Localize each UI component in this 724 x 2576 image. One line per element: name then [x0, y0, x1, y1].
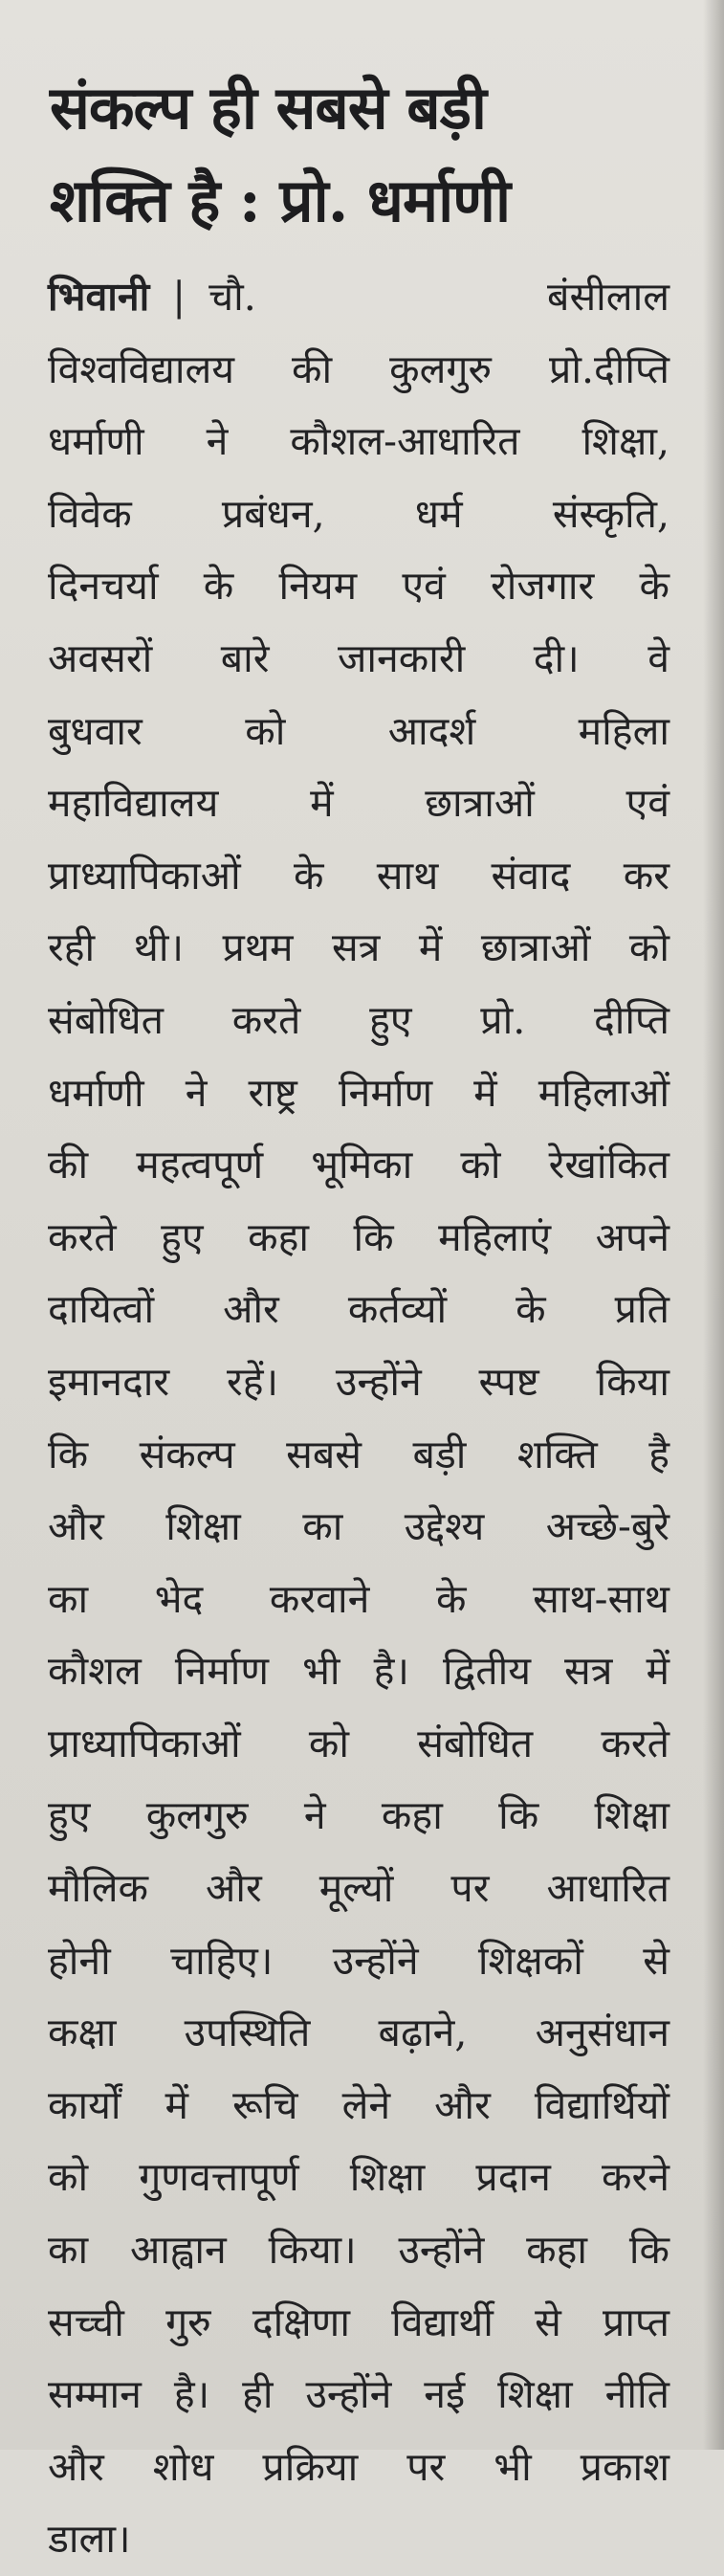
body-line: को गुणवत्तापूर्ण शिक्षा प्रदान करने — [48, 2154, 669, 2201]
body-line-text: चौ. बंसीलाल — [208, 274, 669, 320]
body-line: रही थी। प्रथम सत्र में छात्राओं को — [48, 924, 669, 971]
dateline: भिवानी — [48, 274, 150, 320]
body-line: महाविद्यालय में छात्राओं एवं — [48, 780, 669, 827]
body-line: कार्यों में रूचि लेने और विद्यार्थियों — [48, 2081, 669, 2128]
body-line: इमानदार रहें। उन्होंने स्पष्ट किया — [48, 1358, 669, 1405]
body-line: संबोधित करते हुए प्रो. दीप्ति — [48, 996, 669, 1043]
dateline-separator: | — [172, 274, 186, 320]
body-line: धर्माणी ने कौशल-आधारित शिक्षा, — [48, 418, 669, 465]
headline-line-2: शक्ति है : प्रो. धर्माणी — [50, 166, 511, 235]
body-line: और शिक्षा का उद्देश्य अच्छे-बुरे — [48, 1503, 669, 1550]
body-line: हुए कुलगुरु ने कहा कि शिक्षा — [48, 1792, 669, 1839]
body-line: प्राध्यापिकाओं के साथ संवाद कर — [48, 852, 669, 899]
body-line: सम्मान है। ही उन्होंने नई शिक्षा नीति — [48, 2371, 669, 2418]
body-line: दिनचर्या के नियम एवं रोजगार के — [48, 563, 669, 610]
body-line: का आह्वान किया। उन्होंने कहा कि — [48, 2227, 669, 2274]
body-line: बुधवार को आदर्श महिला — [48, 707, 669, 754]
body-line: विश्वविद्यालय की कुलगुरु प्रो.दीप्ति — [48, 345, 669, 392]
body-line — [48, 261, 669, 334]
body-line: कौशल निर्माण भी है। द्वितीय सत्र में — [48, 1648, 669, 1695]
body-line: की महत्वपूर्ण भूमिका को रेखांकित — [48, 1142, 669, 1188]
body-line: और शोध प्रक्रिया पर भी प्रकाश — [48, 2443, 669, 2490]
headline — [50, 61, 671, 247]
body-line: करते हुए कहा कि महिलाएं अपने — [48, 1213, 669, 1260]
body-line: डाला। — [48, 2516, 131, 2563]
body-line: सच्ची गुरु दक्षिणा विद्यार्थी से प्राप्त — [48, 2298, 669, 2345]
body-line: होनी चाहिए। उन्होंने शिक्षकों से — [48, 1937, 669, 1984]
body-line: का भेद करवाने के साथ-साथ — [48, 1575, 669, 1622]
body-line: धर्माणी ने राष्ट्र निर्माण में महिलाओं — [48, 1069, 669, 1116]
body-line: दायित्वों और कर्तव्यों के प्रति — [48, 1286, 669, 1333]
headline-line-1: संकल्प ही सबसे बड़ी — [50, 73, 486, 143]
body-line: विवेक प्रबंधन, धर्म संस्कृति, — [48, 490, 669, 537]
body-line: कि संकल्प सबसे बड़ी शक्ति है — [48, 1431, 669, 1477]
page-edge-shadow — [703, 0, 724, 2450]
body-line: प्राध्यापिकाओं को संबोधित करते — [48, 1720, 669, 1766]
body-line: अवसरों बारे जानकारी दी। वे — [48, 634, 669, 681]
body-line: मौलिक और मूल्यों पर आधारित — [48, 1865, 669, 1912]
article-body — [48, 261, 669, 2576]
body-line: कक्षा उपस्थिति बढ़ाने, अनुसंधान — [48, 2010, 669, 2056]
